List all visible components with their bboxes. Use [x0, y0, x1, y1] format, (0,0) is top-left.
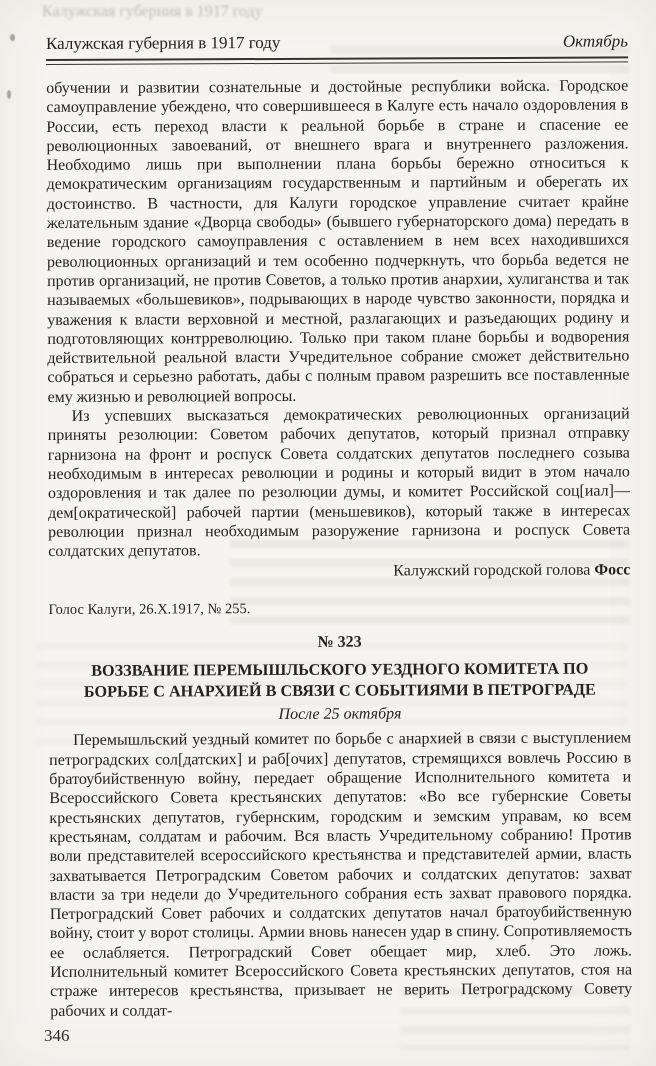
- signature-line: [48, 561, 630, 584]
- month-label: Октябрь: [562, 31, 629, 51]
- document-title: ВОЗЗВАНИЕ ПЕРЕМЫШЛЬСКОГО УЕЗДНОГО КОМИТЕТА ПО БОРЬБЕ С АНАРХИЕЙ В СВЯЗИ С СОБЫТИЯМИ В ПЕТРОГРАДЕ: [83, 660, 596, 702]
- continuation-paragraph-1: обучении и развитии сознательные и достойные республики войска. Городское самоуправление убеждено, что совершившееся в Калуге есть начало оздоровления в России, есть переход власти к реальной борьбе в стране и спасение ее революционных завоеваний, от внешнего врага и внутреннего разложения. Необходимо лишь при выполнении плана борьбы бережно относиться к демократическим организациям государственным и партийным и оберегать их достоинство. В частности, для Калуги городское управление считает крайне желательным здание «Дворца свободы» (бывшего губернаторского дома) передать в ведение городского самоуправления с оставлением в нем всех находившихся революционных организаций и тем особенно подчеркнуть, что борьба ведется не против организаций, не против Советов, а только против анархии, хулиганства и так называемых «большевиков», подрывающих в народе чувство законности, порядка и уважения к власти верховной и местной, разлагающих и разъедающих родину и подготовляющих контрреволюцию. Только при таком плане борьбы и водворения действительной реальной власти Учредительное собрание сможет действительно собраться и серьезно работать, дабы с полным правом разрешить все поставленные ему жизнью и революцией вопросы.: [46, 77, 630, 406]
- document-date: После 25 октября: [278, 705, 402, 724]
- running-header: [46, 30, 628, 54]
- document-body: Перемышльский уездный комитет по борьбе с анархией в связи с выступлением петроградских сол[датских] и раб[очих] депутатов, стремящихся вовлечь Россию в братоубийственную войну, передает обращение Исполнительного комитета и Всероссийского Совета крестьянских депутатов: «Во все губернские Советы крестьянских депутатов, губернским, городским и земским управам, ко всем крестьянам, солдатам и рабочим. Вся власть Учредительному собранию! Против воли представителей всероссийского крестьянства и представителей армии, власть захватывается Петроградским Советом рабочих и солдатских депутатов: захват власти за три недели до Учредительного собрания есть захват правового порядка. Петроградский Совет рабочих и солдатских депутатов начал братоубийственную войну, стоит у ворот столицы. Армии вновь нанесен удар в спину. Сопротивляемость ее ослабляется. Петроградский Совет обещает мир, хлеб. Это ложь. Исполнительный комитет Всероссийского Совета крестьянских депутатов, стоя на страже интересов крестьянства, призывает не верить Петроградскому Совету рабочих и солдат-: [49, 729, 633, 1020]
- source-citation: Голос Калуги, 26.X.1917, № 255.: [48, 601, 251, 619]
- signature-title: Калужский городской голова: [393, 562, 591, 580]
- bleedthrough-text: Калужская губерния в 1917 году: [42, 3, 263, 20]
- page-number: 346: [44, 1026, 70, 1045]
- header-rule: [46, 56, 628, 65]
- continuation-paragraph-2: Из успевших высказаться демократических революционных организаций приняты резолюции: Советом рабочих депутатов, который признал отправку гарнизона на фронт и роспуск Совета солдатских депутатов последнего созыва необходимым в интересах революции и родины и который видит в этом начало оздоровления и так далее по резолюции думы, и комитет Российской соц[иал]—дем[ократической] рабочей партии (меньшевиков), который также в интересах революции признал необходимым разоружение гарнизона и роспуск Совета солдатских депутатов.: [47, 405, 631, 561]
- book-title: Калужская губерния в 1917 году: [45, 32, 281, 53]
- document-number: № 323: [317, 634, 362, 652]
- signature-name: Фосс: [594, 561, 631, 580]
